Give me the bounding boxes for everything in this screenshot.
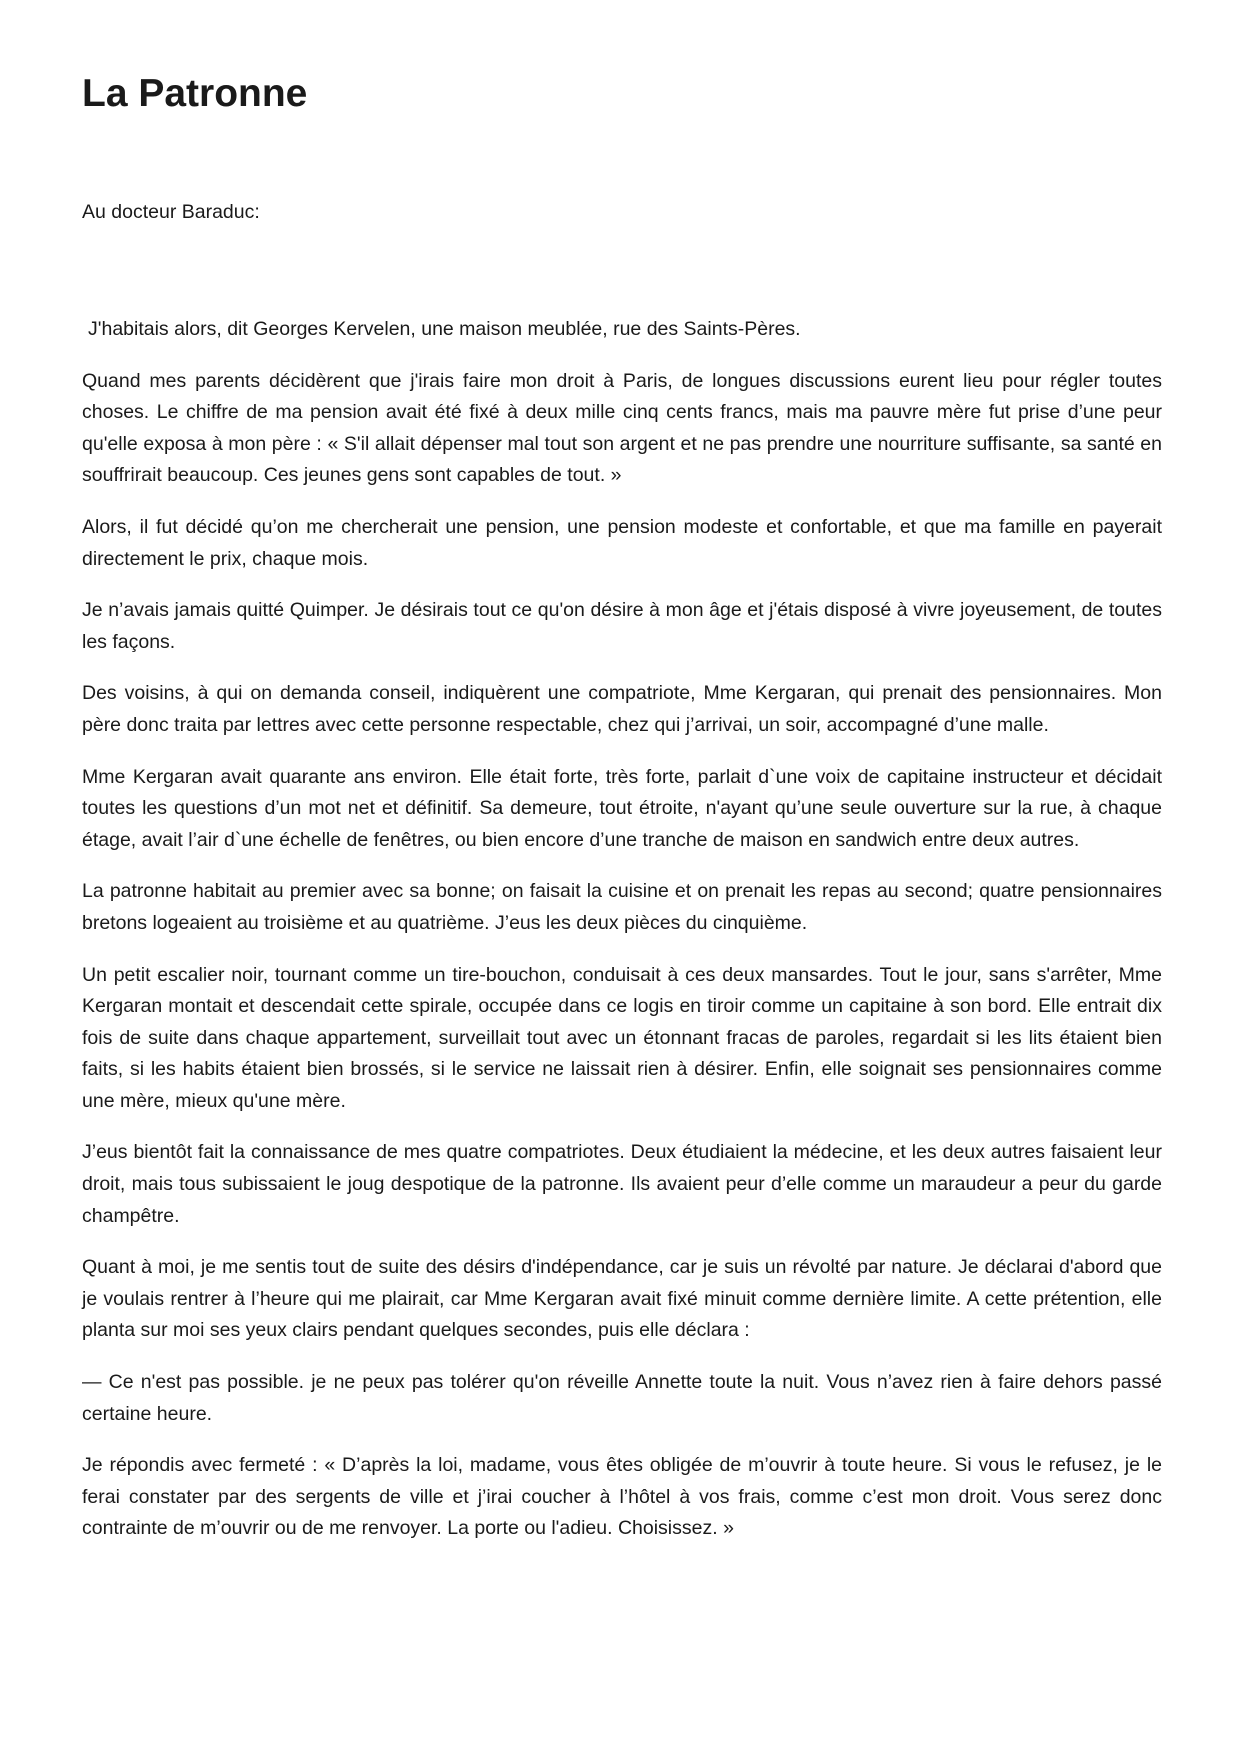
- paragraph: Un petit escalier noir, tournant comme un tire-bouchon, conduisait à ces deux mansardes. Tout le jour, sans s'arrêter, Mme Kergaran montait et descendait cette spirale, occupée dans ce logis en tiroir comme un capitaine à son bord. Elle entrait dix fois de suite dans chaque appartement, surveillait tout avec un étonnant fracas de paroles, regardait si les lits étaient bien faits, si les habits étaient bien brossés, si le service ne laissait rien à désirer. Enfin, elle soignait ses pensionnaires comme une mère, mieux qu'une mère.: [82, 963, 1162, 1112]
- paragraph: Je répondis avec fermeté : « D’après la loi, madame, vous êtes obligée de m’ouvrir à toute heure. Si vous le refusez, je le ferai constater par des sergents de ville et j’irai coucher à l’hôtel à vos frais, comme c’est mon droit. Vous serez donc contrainte de m’ouvrir ou de me renvoyer. La porte ou l'adieu. Choisissez. »: [82, 1454, 1162, 1540]
- paragraph: Mme Kergaran avait quarante ans environ. Elle était forte, très forte, parlait d`une voix de capitaine instructeur et décidait toutes les questions d’un mot net et définitif. Sa demeure, tout étroite, n'ayant qu’une seule ouverture sur la rue, à chaque étage, avait l’air d`une échelle de fenêtres, ou bien encore d’une tranche de maison en sandwich entre deux autres.: [82, 765, 1162, 851]
- paragraph: J’eus bientôt fait la connaissance de mes quatre compatriotes. Deux étudiaient la médecine, et les deux autres faisaient leur droit, mais tous subissaient le joug despotique de la patronne. Ils avaient peur d’elle comme un maraudeur a peur du garde champêtre.: [82, 1141, 1162, 1227]
- paragraph: Quand mes parents décidèrent que j'irais faire mon droit à Paris, de longues discussions eurent lieu pour régler toutes choses. Le chiffre de ma pension avait été fixé à deux mille cinq cents francs, mais ma pauvre mère fut prise d’une peur qu'elle exposa à mon père : « S'il allait dépenser mal tout son argent et ne pas prendre une nourriture suffisante, sa santé en souffrirait beaucoup. Ces jeunes gens sont capables de tout. »: [82, 369, 1162, 487]
- paragraph: Des voisins, à qui on demanda conseil, indiquèrent une compatriote, Mme Kergaran, qui prenait des pensionnaires. Mon père donc traita par lettres avec cette personne respectable, chez qui j’arrivai, un soir, accompagné d’une malle.: [82, 682, 1162, 736]
- document-title: La Patronne: [82, 72, 308, 115]
- paragraph: Alors, il fut décidé qu’on me chercherait une pension, une pension modeste et confortable, et que ma famille en payerait directement le prix, chaque mois.: [82, 515, 1162, 570]
- paragraph: J'habitais alors, dit Georges Kervelen, une maison meublée, rue des Saints-Pères.: [88, 318, 801, 340]
- dedication: Au docteur Baraduc:: [82, 201, 260, 223]
- document-body: [82, 314, 1162, 1545]
- paragraph: La patronne habitait au premier avec sa bonne; on faisait la cuisine et on prenait les repas au second; quatre pensionnaires bretons logeaient au troisième et au quatrième. J’eus les deux pièces du cinquième.: [82, 880, 1162, 934]
- document-page: [82, 72, 1162, 1565]
- paragraph: Je n’avais jamais quitté Quimper. Je désirais tout ce qu'on désire à mon âge et j'étais disposé à vivre joyeusement, de toutes les façons.: [82, 599, 1162, 653]
- paragraph: Quant à moi, je me sentis tout de suite des désirs d'indépendance, car je suis un révolté par nature. Je déclarai d'abord que je voulais rentrer à l’heure qui me plairait, car Mme Kergaran avait fixé minuit comme dernière limite. A cette prétention, elle planta sur moi ses yeux clairs pendant quelques secondes, puis elle déclara :: [82, 1256, 1162, 1342]
- paragraph: — Ce n'est pas possible. je ne peux pas tolérer qu'on réveille Annette toute la nuit. Vous n’avez rien à faire dehors passé certaine heure.: [82, 1371, 1162, 1425]
